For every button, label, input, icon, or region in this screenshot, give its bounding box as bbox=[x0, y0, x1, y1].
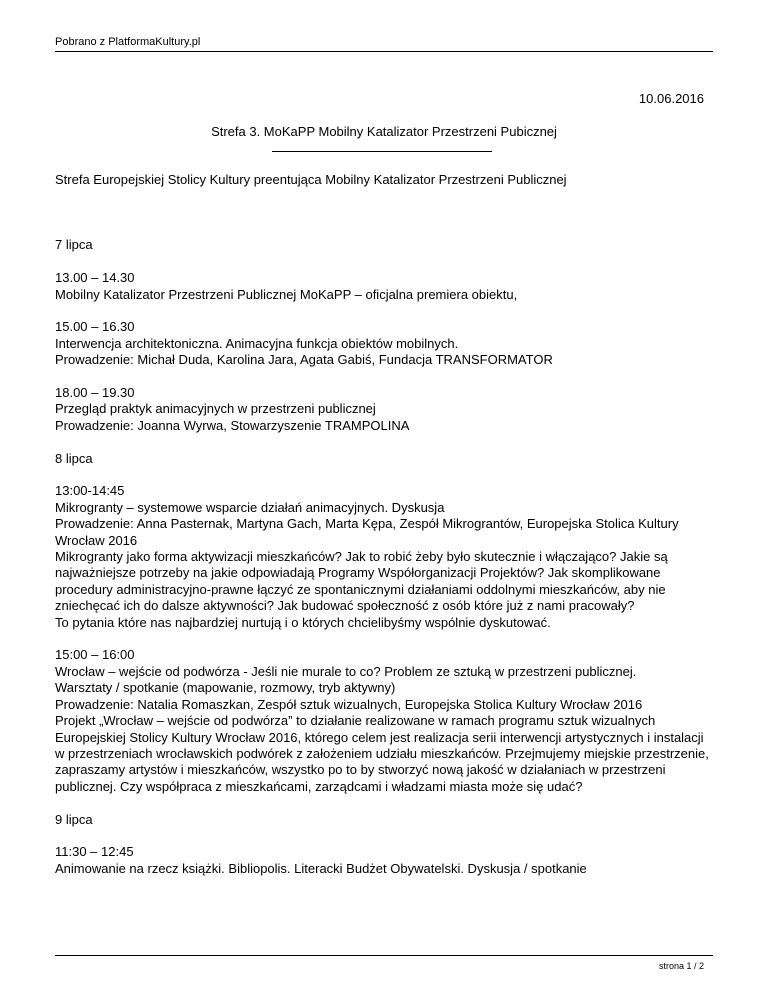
document-body bbox=[55, 172, 713, 894]
block-line: To pytania które nas najbardziej nurtują i o których chcielibyśmy wspólnie dyskutować. bbox=[55, 614, 551, 630]
block-line: Projekt „Wrocław – wejście od podwórza” to działanie realizowane w ramach programu sztuk wizualnych Europejskiej Stolicy Kultury Wrocław 2016, którego celem jest realizacja serii interwencji artystycznych i instalacji w przestrzeniach wrocławskich podwórek z założeniem udziału mieszkańców. Przejmujemy miejskie przestrzenie, zapraszamy artystów i mieszkańców, wszystko po to by stworzyć nową jakość w działaniach w przestrzeni publicznej. Czy współpraca z mieszkańcami, zarządcami i władzami miasta może się udać? bbox=[55, 713, 709, 794]
schedule-block bbox=[55, 812, 713, 828]
page-number: strona 1 / 2 bbox=[658, 961, 704, 971]
block-heading: 11:30 – 12:45 bbox=[55, 844, 134, 860]
block-heading: 9 lipca bbox=[55, 811, 93, 827]
block-heading: 13.00 – 14.30 bbox=[55, 270, 135, 286]
schedule-block bbox=[55, 451, 713, 467]
block-line: Wrocław – wejście od podwórza - Jeśli nie murale to co? Problem ze sztuką w przestrzeni publicznej. bbox=[55, 663, 637, 679]
block-line: Prowadzenie: Natalia Romaszkan, Zespół sztuk wizualnych, Europejska Stolica Kultury Wrocław 2016 bbox=[55, 696, 643, 712]
title-underline bbox=[272, 151, 492, 152]
block-heading: 13:00-14:45 bbox=[55, 483, 125, 499]
schedule-block bbox=[55, 237, 713, 253]
block-line: Prowadzenie: Anna Pasternak, Martyna Gach, Marta Kępa, Zespół Mikrograntów, Europejska Stolica Kultury Wrocław 2016 bbox=[55, 516, 679, 548]
schedule-block bbox=[55, 319, 713, 368]
block-line: Mikrogranty jako forma aktywizacji mieszkańców? Jak to robić żeby było skutecznie i włączająco? Jakie są najważniejsze potrzeby na jakie odpowiadają Programy Współorganizacji Projektów? Jak skomplikowane procedury administracyjno-prawne łączyć ze spontanicznymi działaniami oddolnymi mieszkańców, aby nie zniechęcać ich do dalsze aktywności? Jak budować społeczność z osób które już z nami pracowały? bbox=[55, 549, 668, 614]
block-heading: 8 lipca bbox=[55, 450, 93, 466]
schedule-block bbox=[55, 385, 713, 434]
block-line: Warsztaty / spotkanie (mapowanie, rozmowy, tryb aktywny) bbox=[55, 680, 396, 696]
header-source: Pobrano z PlatformaKultury.pl bbox=[55, 36, 201, 48]
block-heading: 15:00 – 16:00 bbox=[55, 647, 135, 663]
footer-divider bbox=[55, 955, 713, 956]
intro-paragraph: Strefa Europejskiej Stolicy Kultury preentująca Mobilny Katalizator Przestrzeni Publicznej bbox=[55, 172, 567, 187]
block-line: Mikrogranty – systemowe wsparcie działań animacyjnych. Dyskusja bbox=[55, 499, 445, 515]
block-line: Animowanie na rzecz książki. Bibliopolis. Literacki Budżet Obywatelski. Dyskusja / spotkanie bbox=[55, 860, 587, 876]
header-divider bbox=[55, 51, 713, 52]
block-line: Prowadzenie: Michał Duda, Karolina Jara, Agata Gabiś, Fundacja TRANSFORMATOR bbox=[55, 352, 553, 368]
block-line: Przegląd praktyk animacyjnych w przestrzeni publicznej bbox=[55, 401, 376, 417]
schedule-block bbox=[55, 844, 713, 877]
block-line: Prowadzenie: Joanna Wyrwa, Stowarzyszenie TRAMPOLINA bbox=[55, 417, 410, 433]
schedule-blocks bbox=[55, 237, 713, 877]
schedule-block bbox=[55, 647, 713, 795]
document-title: Strefa 3. MoKaPP Mobilny Katalizator Przestrzeni Pubicznej bbox=[211, 124, 557, 139]
block-line: Mobilny Katalizator Przestrzeni Publicznej MoKaPP – oficjalna premiera obiektu, bbox=[55, 286, 518, 302]
schedule-block bbox=[55, 270, 713, 303]
document-date: 10.06.2016 bbox=[638, 91, 704, 106]
block-heading: 18.00 – 19.30 bbox=[55, 385, 135, 401]
block-line: Interwencja architektoniczna. Animacyjna funkcja obiektów mobilnych. bbox=[55, 335, 459, 351]
schedule-block bbox=[55, 483, 713, 631]
block-heading: 15.00 – 16.30 bbox=[55, 319, 135, 335]
block-heading: 7 lipca bbox=[55, 237, 93, 253]
